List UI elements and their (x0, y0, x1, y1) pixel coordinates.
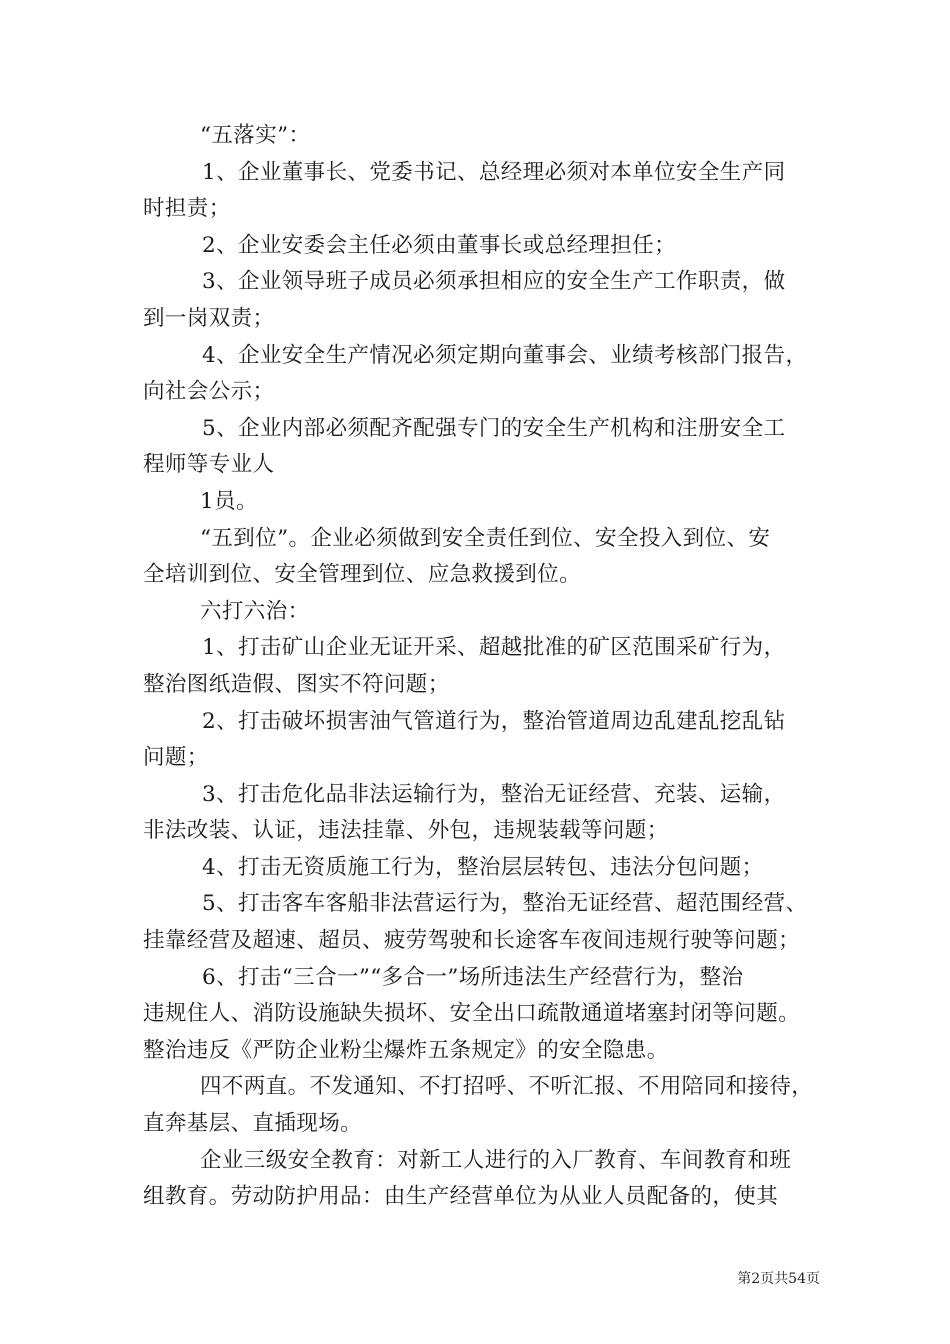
page-number-footer: 第2页共54页 (737, 1271, 820, 1287)
text-line: 1、打击矿山企业无证开采、超越批准的矿区范围采矿行为， (202, 635, 786, 661)
text-line: 整治图纸造假、图实不符问题； (143, 671, 450, 697)
document-body (143, 118, 823, 1216)
paragraph-five-in-place: “五到位”。企业必须做到安全责任到位、安全投入到位、安 (200, 525, 771, 551)
text-line: 2、打击破坏损害油气管道行为，整治管道周边乱建乱挖乱钻 (202, 708, 786, 734)
text-line: 3、打击危化品非法运输行为，整治无证经营、充装、运输， (202, 781, 786, 807)
text-line: 向社会公示； (143, 379, 275, 405)
text-line: 直奔基层、直插现场。 (143, 1111, 363, 1137)
text-line: 挂靠经营及超速、超员、疲劳驾驶和长途客车夜间违规行驶等问题； (143, 928, 801, 954)
text-line: 4、打击无资质施工行为，整治层层转包、违法分包问题； (202, 854, 764, 880)
text-line: 5、打击客车客船非法营运行为，整治无证经营、超范围经营、 (202, 891, 808, 917)
text-line: 2、企业安委会主任必须由董事长或总经理担任； (202, 232, 676, 258)
text-line: 1、企业董事长、党委书记、总经理必须对本单位安全生产同 (202, 159, 786, 185)
text-line: 全培训到位、安全管理到位、应急救援到位。 (143, 562, 582, 588)
paragraph-three-level-education: 企业三级安全教育：对新工人进行的入厂教育、车间教育和班 (200, 1147, 792, 1173)
text-line: 5、企业内部必须配齐配强专门的安全生产机构和注册安全工 (202, 415, 786, 441)
text-line: 到一岗双责； (143, 305, 275, 331)
text-line: 问题； (143, 745, 209, 771)
text-line: 程师等专业人 (143, 452, 275, 478)
text-line: 整治违反《严防企业粉尘爆炸五条规定》的安全隐患。 (143, 1037, 669, 1063)
text-line: 4、企业安全生产情况必须定期向董事会、业绩考核部门报告， (202, 342, 808, 368)
text-line: 违规住人、消防设施缺失损坏、安全出口疏散通道堵塞封闭等问题。 (143, 1001, 801, 1027)
text-line: 时担责； (143, 196, 231, 222)
heading-five-implementations: “五落实”： (200, 123, 311, 148)
text-line: 1员。 (200, 488, 258, 514)
paragraph-four-nots: 四不两直。不发通知、不打招呼、不听汇报、不用陪同和接待， (200, 1074, 814, 1100)
heading-six-strikes: 六打六治： (200, 598, 310, 624)
text-line: 3、企业领导班子成员必须承担相应的安全生产工作职责，做 (202, 269, 786, 295)
text-line: 组教育。劳动防护用品：由生产经营单位为从业人员配备的，使其 (143, 1184, 779, 1210)
text-line: 6、打击“三合一”“多合一”场所违法生产经营行为，整治 (202, 964, 744, 990)
text-line: 非法改装、认证，违法挂靠、外包，违规装载等问题； (143, 818, 669, 844)
